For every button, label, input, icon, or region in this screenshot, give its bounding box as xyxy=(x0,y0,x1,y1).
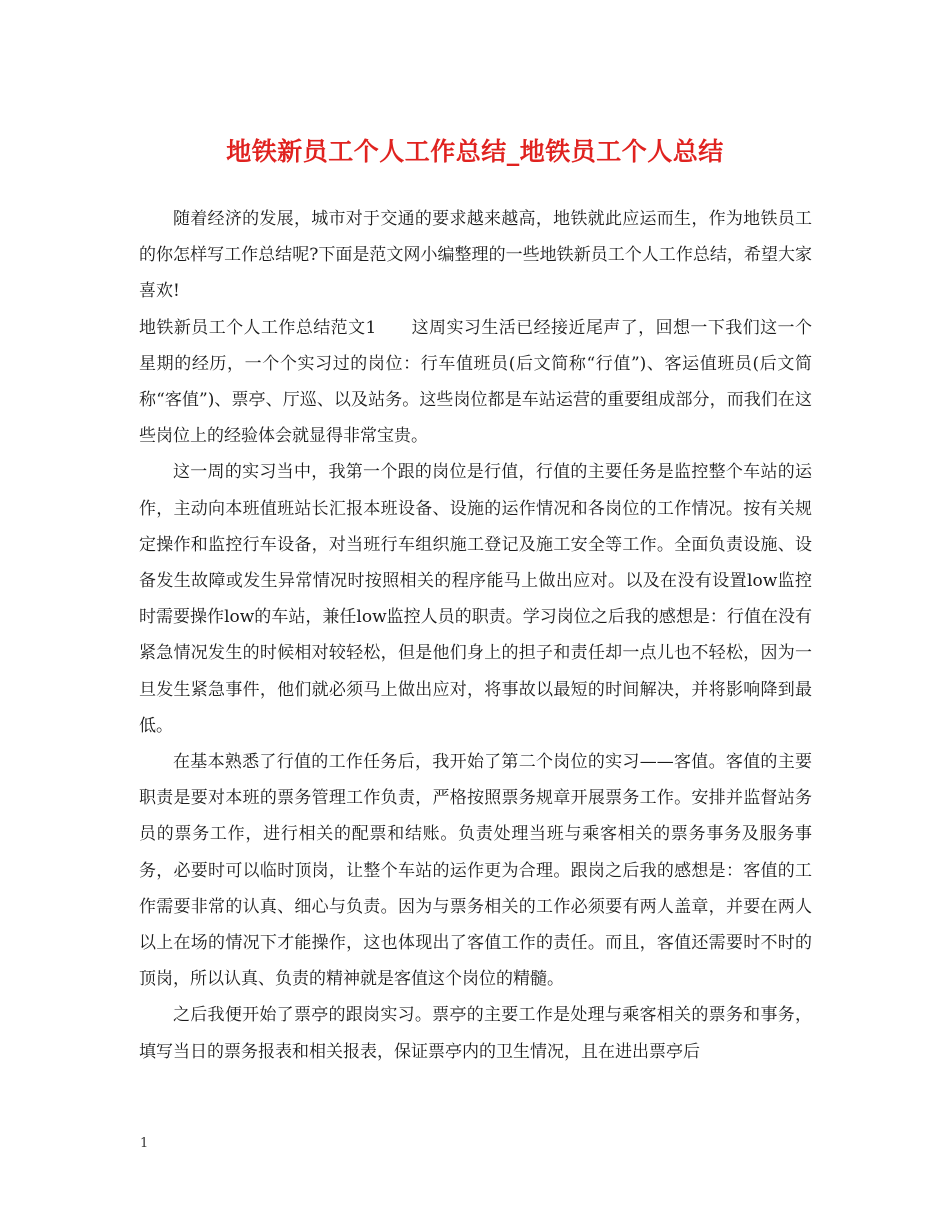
document-title: 地铁新员工个人工作总结_地铁员工个人总结 xyxy=(226,137,724,166)
paragraph-ticket-booth: 之后我便开始了票亭的跟岗实习。票亭的主要工作是处理与乘客相关的票务和事务，填写当日的票务报表和相关报表，保证票亭内的卫生情况，且在进出票亭后 xyxy=(139,1005,812,1062)
paragraph-intro: 随着经济的发展，城市对于交通的要求越来越高，地铁就此应运而生，作为地铁员工的你怎样写工作总结呢?下面是范文网小编整理的一些地铁新员工个人工作总结，希望大家喜欢! xyxy=(139,209,812,302)
document-body xyxy=(139,201,812,1070)
paragraph-traffic-duty: 这一周的实习当中，我第一个跟的岗位是行值，行值的主要任务是监控整个车站的运作，主动向本班值班站长汇报本班设备、设施的运作情况和各岗位的工作情况。按有关规定操作和监控行车设备，对当班行车组织施工登记及施工安全等工作。全面负责设施、设备发生故障或发生异常情况时按照相关的程序能马上做出应对。以及在没有设置low监控时需要操作low的车站，兼任low监控人员的职责。学习岗位之后我的感想是：行值在没有紧急情况发生的时候相对较轻松，但是他们身上的担子和责任却一点儿也不轻松，因为一旦发生紧急事件，他们就必须马上做出应对，将事故以最短的时间解决，并将影响降到最低。 xyxy=(139,462,812,736)
page-number: 1 xyxy=(140,1136,149,1151)
paragraph-passenger-duty: 在基本熟悉了行值的工作任务后，我开始了第二个岗位的实习——客值。客值的主要职责是要对本班的票务管理工作负责，严格按照票务规章开展票务工作。安排并监督站务员的票务工作，进行相关的配票和结账。负责处理当班与乘客相关的票务事务及服务事务，必要时可以临时顶岗，让整个车站的运作更为合理。跟岗之后我的感想是：客值的工作需要非常的认真、细心与负责。因为与票务相关的工作必须要有两人盖章，并要在两人以上在场的情况下才能操作，这也体现出了客值工作的责任。而且，客值还需要时不时的顶岗，所以认真、负责的精神就是客值这个岗位的精髓。 xyxy=(139,752,812,990)
paragraph-sample-1-opening: 地铁新员工个人工作总结范文1 这周实习生活已经接近尾声了，回想一下我们这一个星期的经历，一个个实习过的岗位：行车值班员(后文简称“行值”)、客运值班员(后文简称“客值”)、票亭、厅巡、以及站务。这些岗位都是车站运营的重要组成部分，而我们在这些岗位上的经验体会就显得非常宝贵。 xyxy=(139,317,812,447)
